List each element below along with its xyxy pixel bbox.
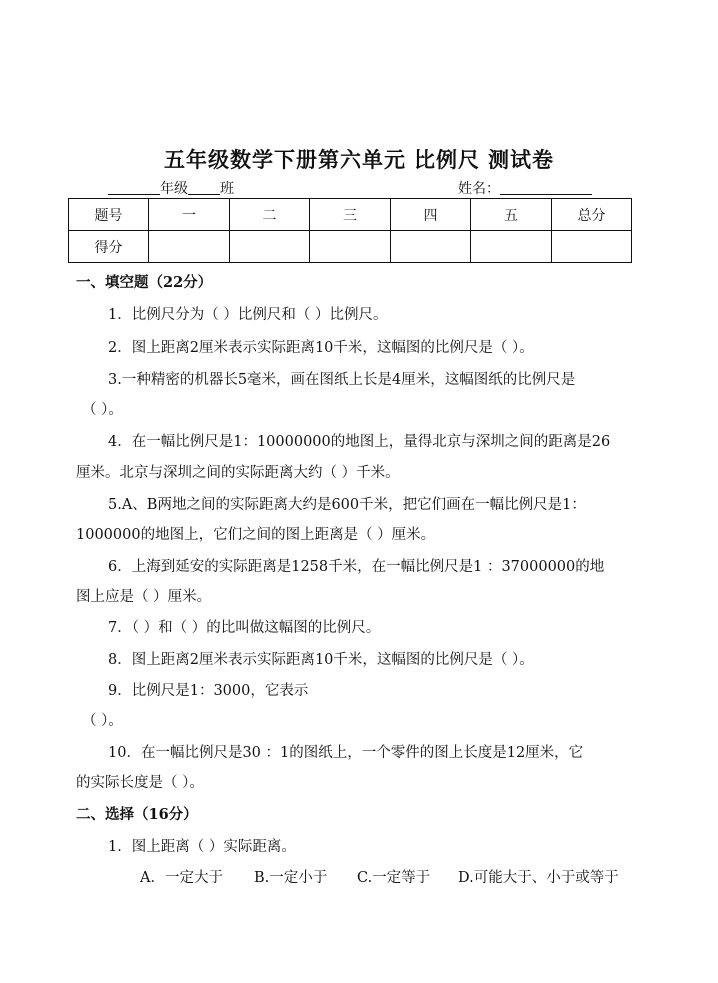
header-cell: 题号 bbox=[69, 199, 149, 231]
question-line: 的实际长度是（ ）。 bbox=[76, 775, 204, 791]
score-cell[interactable] bbox=[552, 231, 632, 263]
score-cell[interactable] bbox=[471, 231, 552, 263]
grade-label: 年级 bbox=[160, 181, 188, 197]
choice-option-d[interactable]: D.可能大于、小于或等于 bbox=[458, 870, 619, 886]
title-sub: 比例尺 bbox=[414, 147, 480, 172]
question-line: 9．比例尺是1：3000，它表示 bbox=[108, 683, 309, 699]
score-cell[interactable] bbox=[230, 231, 310, 263]
header-cell: 三 bbox=[310, 199, 391, 231]
question-line: 8．图上距离2厘米表示实际距离10千米，这幅图的比例尺是（ ）。 bbox=[108, 652, 534, 668]
score-table-header-row bbox=[69, 199, 632, 231]
title-main: 五年级数学下册第六单元 bbox=[164, 147, 406, 172]
question-line: （ ）。 bbox=[82, 713, 123, 729]
grade-blank[interactable] bbox=[108, 180, 160, 195]
question-line: 7．（ ）和（ ）的比叫做这幅图的比例尺。 bbox=[108, 620, 381, 636]
score-row-label: 得分 bbox=[69, 231, 149, 263]
choice-option-a[interactable]: A．一定大于 bbox=[140, 870, 223, 886]
score-cell[interactable] bbox=[391, 231, 471, 263]
class-blank[interactable] bbox=[188, 180, 220, 195]
title-suffix: 测试卷 bbox=[488, 147, 554, 172]
header-cell: 五 bbox=[471, 199, 552, 231]
name-blank[interactable] bbox=[500, 180, 592, 195]
question-line: 4．在一幅比例尺是1：10000000的地图上，量得北京与深圳之间的距离是26 bbox=[108, 434, 611, 450]
score-cell[interactable] bbox=[310, 231, 391, 263]
name-line bbox=[458, 178, 592, 198]
choice-option-c[interactable]: C.一定等于 bbox=[357, 870, 431, 886]
choice-option-b[interactable]: B.一定小于 bbox=[254, 870, 328, 886]
header-cell: 二 bbox=[230, 199, 310, 231]
question-line: 5.A、B两地之间的实际距离大约是600千米，把它们画在一幅比例尺是1： bbox=[108, 497, 586, 513]
question-line: （ ）。 bbox=[82, 402, 123, 418]
question-line: 3.一种精密的机器长5毫米，画在图纸上长是4厘米，这幅图纸的比例尺是 bbox=[108, 372, 576, 388]
question-line: 1．图上距离（ ）实际距离。 bbox=[108, 839, 296, 855]
section2-heading: 二、选择（16分） bbox=[76, 806, 198, 823]
score-table-score-row bbox=[69, 231, 632, 263]
header-cell: 四 bbox=[391, 199, 471, 231]
header-cell: 总分 bbox=[552, 199, 632, 231]
question-line: 10．在一幅比例尺是30 ：1的图纸上，一个零件的图上长度是12厘米，它 bbox=[108, 745, 584, 761]
question-line: 1000000的地图上，它们之间的图上距离是（ ）厘米。 bbox=[76, 527, 436, 543]
header-cell: 一 bbox=[149, 199, 230, 231]
question-line: 6．上海到延安的实际距离是1258千米，在一幅比例尺是1 ：37000000的地 bbox=[108, 559, 605, 575]
page-title bbox=[0, 144, 718, 174]
score-table bbox=[68, 198, 632, 263]
question-line: 2．图上距离2厘米表示实际距离10千米，这幅图的比例尺是（ ）。 bbox=[108, 340, 534, 356]
class-label: 班 bbox=[220, 181, 234, 197]
section1-heading: 一、填空题（22分） bbox=[76, 274, 213, 291]
question-line: 图上应是（ ）厘米。 bbox=[76, 589, 212, 605]
question-line: 厘米。北京与深圳之间的实际距离大约（ ）千米。 bbox=[76, 465, 400, 481]
name-label: 姓名： bbox=[458, 181, 500, 197]
grade-class-line bbox=[108, 178, 234, 198]
question-line: 1．比例尺分为（ ）比例尺和（ ）比例尺。 bbox=[108, 307, 388, 323]
score-cell[interactable] bbox=[149, 231, 230, 263]
